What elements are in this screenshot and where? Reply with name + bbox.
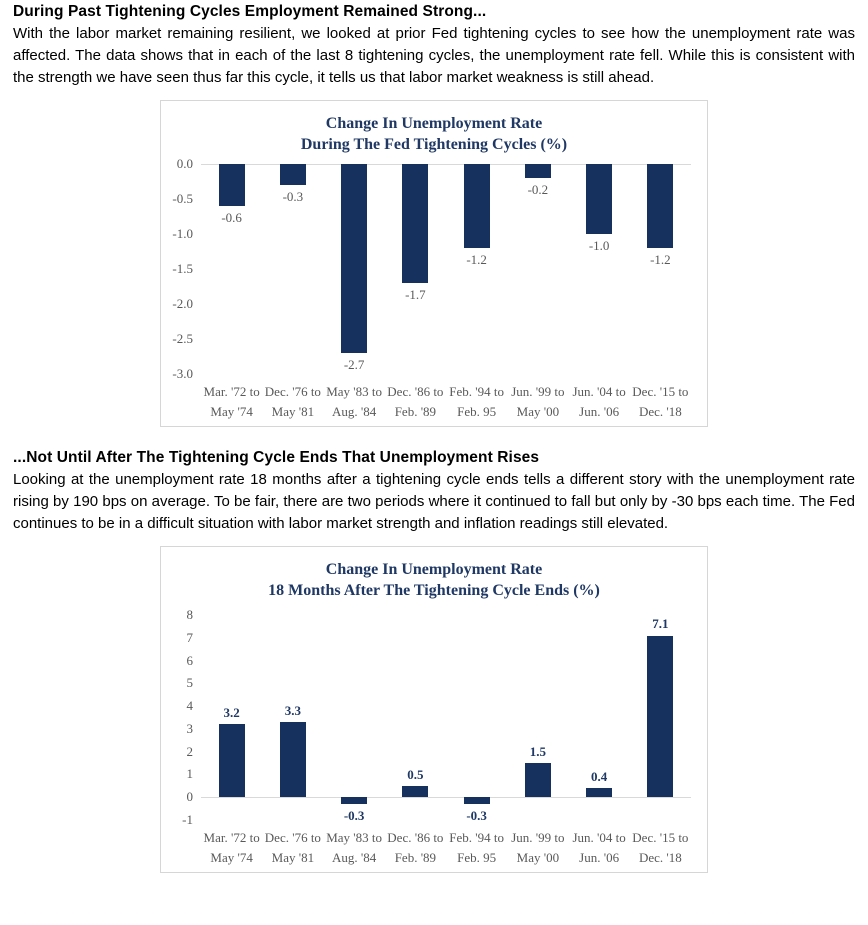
bar [464,797,490,804]
x-category-label: Dec. '76 to May '81 [264,830,321,865]
bar-value-label: 0.4 [591,769,608,785]
bar [586,788,612,797]
y-tick-label: 7 [186,629,193,645]
y-tick-label: 2 [186,743,193,759]
y-tick-label: 5 [186,675,193,691]
x-category-label: Mar. '72 to May '74 [203,384,260,419]
bar-value-label: 7.1 [652,616,669,632]
zero-axis-line [201,164,691,165]
y-tick-label: -1 [182,812,193,827]
chart2-title: Change In Unemployment Rate [325,561,543,578]
x-category-label: May '83 to Aug. '84 [326,830,383,865]
bar-value-label: -0.2 [527,182,549,197]
x-category-label: Jun. '99 to May '00 [511,830,565,865]
bar [586,164,612,234]
chart2-body [161,607,707,827]
x-category-label: Jun. '04 to Jun. '06 [572,384,626,419]
chart1-subtitle: During The Fed Tightening Cycles (%) [300,136,568,153]
y-tick-label: -2.5 [172,331,193,346]
bar [647,164,673,248]
section1-heading: During Past Tightening Cycles Employment Remained Strong... [13,3,487,20]
bar [525,164,551,178]
bar [464,164,490,248]
bar [647,636,673,798]
chart2-x-axis [201,828,691,867]
bar-value-label: -0.3 [466,808,487,824]
bar [402,164,428,283]
bar-value-label: -1.0 [588,238,610,253]
x-category-label: Dec. '15 to Dec. '18 [632,384,689,419]
chart2-subtitle: 18 Months After The Tightening Cycle Ends (%) [268,582,600,599]
chart1-title: Change In Unemployment Rate [325,115,543,132]
bar [341,797,367,804]
bar [525,763,551,797]
bar-value-label: -0.3 [282,189,304,204]
y-tick-label: 4 [186,698,193,714]
y-tick-label: 8 [186,607,193,622]
x-category-label: Feb. '94 to Feb. 95 [449,830,504,865]
bar-value-label: -0.6 [221,210,242,225]
y-tick-label: 1 [186,766,193,782]
y-tick-label: -1.5 [172,261,193,276]
bar-value-label: 0.5 [407,766,424,782]
bar-value-label: -2.7 [343,357,365,372]
bar [341,164,367,353]
x-category-label: Dec. '86 to Feb. '89 [387,830,444,865]
chart1-y-axis [161,156,201,381]
y-tick-label: 6 [186,652,193,668]
bar-value-label: -1.2 [466,252,487,267]
bar-value-label: -1.2 [650,252,671,267]
zero-axis-line [201,797,691,798]
x-category-label: Jun. '99 to May '00 [511,384,565,419]
bar [280,164,306,185]
section1-paragraph: With the labor market remaining resilient, we looked at prior Fed tightening cycles to see how the unemployment rate was affected. The data shows that in each of the last 8 tightening cycles, the unemployment rate fell. While this is consistent with the strength we have seen thus far this cycle, it tells us that labor market weakness is still ahead. [13,25,855,86]
chart-after-cycle-ends [160,546,708,873]
y-tick-label: 0 [186,789,193,805]
bar [219,164,245,206]
bar-value-label: -1.7 [405,287,426,302]
x-category-label: Dec. '86 to Feb. '89 [387,384,444,419]
x-category-label: Jun. '04 to Jun. '06 [572,830,626,865]
chart-tightening-cycles [160,100,708,427]
chart1-plot-area [201,164,691,374]
y-tick-label: -2.0 [172,296,193,311]
bar [402,786,428,797]
bar-value-label: 3.3 [284,703,301,719]
bar-value-label: 1.5 [529,744,546,760]
section2-paragraph: Looking at the unemployment rate 18 months after a tightening cycle ends tells a different story with the unemployment rate rising by 190 bps on average. To be fair, there are two periods where it continued to fall but only by -30 bps each time. The Fed continues to be in a difficult situation with labor market strength and inflation readings still elevated. [13,471,855,532]
y-tick-label: -3.0 [172,366,193,381]
y-tick-label: 3 [186,720,193,736]
x-category-label: May '83 to Aug. '84 [326,384,383,419]
x-category-label: Dec. '15 to Dec. '18 [632,830,689,865]
y-tick-label: -0.5 [172,191,193,206]
bar [280,722,306,797]
section2-heading: ...Not Until After The Tightening Cycle Ends That Unemployment Rises [13,449,540,466]
chart1-x-axis [201,382,691,421]
x-category-label: Mar. '72 to May '74 [203,830,260,865]
bar-value-label: -0.3 [343,808,365,824]
x-category-label: Dec. '76 to May '81 [264,384,321,419]
y-tick-label: 0.0 [176,156,193,171]
bar [219,724,245,797]
bar-value-label: 3.2 [223,705,240,721]
chart1-body [161,156,707,381]
x-category-label: Feb. '94 to Feb. 95 [449,384,504,419]
y-tick-label: -1.0 [172,226,193,241]
chart2-plot-area [201,615,691,824]
chart2-y-axis [161,607,201,827]
